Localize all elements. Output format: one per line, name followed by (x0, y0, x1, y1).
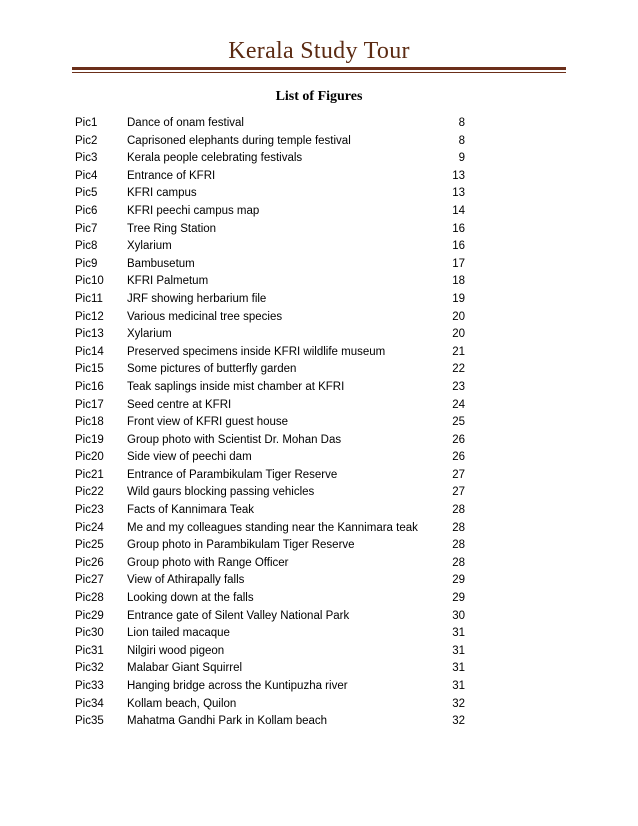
figure-id: Pic4 (75, 169, 98, 182)
figure-id: Pic13 (75, 328, 104, 341)
figure-page-number: 24 (452, 398, 465, 411)
figure-row (75, 555, 465, 573)
figure-page-number: 20 (452, 328, 465, 341)
header-rule-thick (72, 67, 566, 70)
figure-row (75, 221, 465, 239)
figure-row (75, 713, 465, 731)
figure-row (75, 678, 465, 696)
figure-page-number: 22 (452, 363, 465, 376)
figure-caption: KFRI peechi campus map (127, 204, 260, 217)
figure-id: Pic22 (75, 486, 104, 499)
header-rule-thin (72, 72, 566, 73)
figure-page-number: 27 (452, 486, 465, 499)
figure-row (75, 414, 465, 432)
figure-id: Pic5 (75, 187, 98, 200)
figure-page-number: 28 (452, 539, 465, 552)
figure-caption: Lion tailed macaque (127, 627, 230, 640)
figure-caption: Nilgiri wood pigeon (127, 644, 225, 657)
figure-caption: Kerala people celebrating festivals (127, 152, 303, 165)
figure-caption: Caprisoned elephants during temple festival (127, 134, 351, 147)
figure-caption: Group photo with Scientist Dr. Mohan Das (127, 433, 342, 446)
figure-caption: KFRI campus (127, 187, 197, 200)
figure-id: Pic6 (75, 204, 98, 217)
figure-row (75, 432, 465, 450)
figure-row (75, 203, 465, 221)
figure-page-number: 8 (458, 134, 465, 147)
figure-row (75, 150, 465, 168)
figure-id: Pic1 (75, 117, 98, 129)
figure-page-number: 31 (452, 680, 465, 692)
figure-caption: Entrance of KFRI (127, 169, 216, 182)
figure-row (75, 520, 465, 538)
figure-id: Pic30 (75, 627, 104, 640)
figure-page-number: 20 (452, 310, 465, 323)
figure-caption: View of Athirapally falls (127, 574, 245, 587)
figure-caption: Seed centre at KFRI (127, 398, 232, 411)
figure-page-number: 13 (452, 187, 465, 200)
figure-row (75, 660, 465, 678)
figure-id: Pic12 (75, 310, 104, 323)
figure-page-number: 29 (452, 574, 465, 587)
figure-id: Pic3 (75, 152, 98, 165)
figure-page-number: 27 (452, 468, 465, 481)
figure-caption: JRF showing herbarium file (127, 292, 267, 305)
figure-caption: Kollam beach, Quilon (127, 697, 237, 710)
figure-page-number: 17 (452, 257, 465, 270)
figure-id: Pic20 (75, 451, 104, 464)
figure-id: Pic35 (75, 715, 104, 728)
figure-caption: KFRI Palmetum (127, 275, 209, 288)
figure-caption: Entrance of Parambikulam Tiger Reserve (127, 468, 338, 481)
figure-id: Pic28 (75, 592, 104, 605)
figure-page-number: 16 (452, 222, 465, 235)
figure-caption: Front view of KFRI guest house (127, 416, 289, 429)
figure-id: Pic9 (75, 257, 98, 270)
figure-page-number: 9 (458, 152, 465, 165)
figure-row (75, 608, 465, 626)
figure-page-number: 13 (452, 169, 465, 182)
figure-id: Pic17 (75, 398, 104, 411)
figure-id: Pic7 (75, 222, 98, 235)
figure-page-number: 21 (452, 345, 465, 358)
figure-row (75, 397, 465, 415)
figure-page-number: 31 (452, 627, 465, 640)
figure-caption: Group photo with Range Officer (127, 556, 289, 569)
figure-page-number: 16 (452, 240, 465, 253)
figure-caption: Group photo in Parambikulam Tiger Reserve (127, 539, 355, 552)
figure-row (75, 273, 465, 291)
figure-caption: Entrance gate of Silent Valley National Park (127, 609, 350, 622)
figure-id: Pic24 (75, 521, 104, 534)
figure-row (75, 326, 465, 344)
figure-caption: Dance of onam festival (127, 117, 244, 129)
figure-id: Pic34 (75, 697, 104, 710)
figure-caption: Mahatma Gandhi Park in Kollam beach (127, 715, 328, 728)
figure-page-number: 25 (452, 416, 465, 429)
figure-id: Pic16 (75, 380, 104, 393)
figure-id: Pic31 (75, 644, 104, 657)
document-title: Kerala Study Tour (228, 38, 410, 64)
figure-id: Pic15 (75, 363, 104, 376)
figure-id: Pic29 (75, 609, 104, 622)
figure-page-number: 28 (452, 504, 465, 517)
figure-caption: Preserved specimens inside KFRI wildlife museum (127, 345, 386, 358)
figure-page-number: 32 (452, 715, 465, 728)
figure-row (75, 484, 465, 502)
figure-caption: Side view of peechi dam (127, 451, 252, 464)
figure-page-number: 31 (452, 644, 465, 657)
figure-page-number: 26 (452, 433, 465, 446)
figure-id: Pic14 (75, 345, 104, 358)
figure-row (75, 256, 465, 274)
figure-page-number: 31 (452, 662, 465, 675)
figure-caption: Malabar Giant Squirrel (127, 662, 243, 675)
figure-caption: Facts of Kannimara Teak (127, 504, 254, 517)
figure-id: Pic8 (75, 240, 98, 253)
figure-row (75, 572, 465, 590)
figure-id: Pic26 (75, 556, 104, 569)
figure-id: Pic23 (75, 504, 104, 517)
figure-page-number: 29 (452, 592, 465, 605)
figure-page-number: 23 (452, 380, 465, 393)
figure-page-number: 18 (452, 275, 465, 288)
figure-row (75, 344, 465, 362)
figure-row (75, 696, 465, 714)
figure-page-number: 26 (452, 451, 465, 464)
figure-caption: Xylarium (127, 328, 172, 341)
figure-row (75, 361, 465, 379)
figure-id: Pic27 (75, 574, 104, 587)
figure-page-number: 19 (452, 292, 465, 305)
figure-id: Pic33 (75, 680, 104, 692)
figure-id: Pic11 (75, 292, 103, 305)
figure-page-number: 14 (452, 204, 465, 217)
figure-row (75, 115, 465, 133)
figure-caption: Some pictures of butterfly garden (127, 363, 297, 376)
figure-id: Pic19 (75, 433, 104, 446)
figure-row (75, 379, 465, 397)
figure-id: Pic10 (75, 275, 104, 288)
figure-caption: Various medicinal tree species (127, 310, 283, 323)
figure-caption: Tree Ring Station (127, 222, 217, 235)
figure-id: Pic21 (75, 468, 104, 481)
figure-page-number: 32 (452, 697, 465, 710)
figure-row (75, 537, 465, 555)
figure-page-number: 28 (452, 521, 465, 534)
figure-caption: Looking down at the falls (127, 592, 254, 605)
figure-row (75, 625, 465, 643)
figure-row (75, 309, 465, 327)
figure-caption: Bambusetum (127, 257, 195, 270)
figure-id: Pic2 (75, 134, 98, 147)
figure-row (75, 238, 465, 256)
figure-page-number: 30 (452, 609, 465, 622)
figure-page-number: 8 (458, 117, 465, 129)
figure-row (75, 291, 465, 309)
figure-row (75, 590, 465, 608)
figure-page-number: 28 (452, 556, 465, 569)
figure-row (75, 133, 465, 151)
figure-row (75, 185, 465, 203)
list-heading: List of Figures (275, 89, 363, 104)
figure-row (75, 467, 465, 485)
figure-caption: Wild gaurs blocking passing vehicles (127, 486, 315, 499)
figure-caption: Xylarium (127, 240, 172, 253)
figure-id: Pic18 (75, 416, 104, 429)
figure-row (75, 502, 465, 520)
figure-list (75, 115, 465, 731)
figure-row (75, 643, 465, 661)
figure-id: Pic25 (75, 539, 104, 552)
figure-caption: Hanging bridge across the Kuntipuzha river (127, 680, 348, 692)
figure-caption: Me and my colleagues standing near the Kannimara teak (127, 521, 418, 534)
figure-row (75, 168, 465, 186)
figure-caption: Teak saplings inside mist chamber at KFRI (127, 380, 345, 393)
figure-row (75, 449, 465, 467)
figure-id: Pic32 (75, 662, 104, 675)
